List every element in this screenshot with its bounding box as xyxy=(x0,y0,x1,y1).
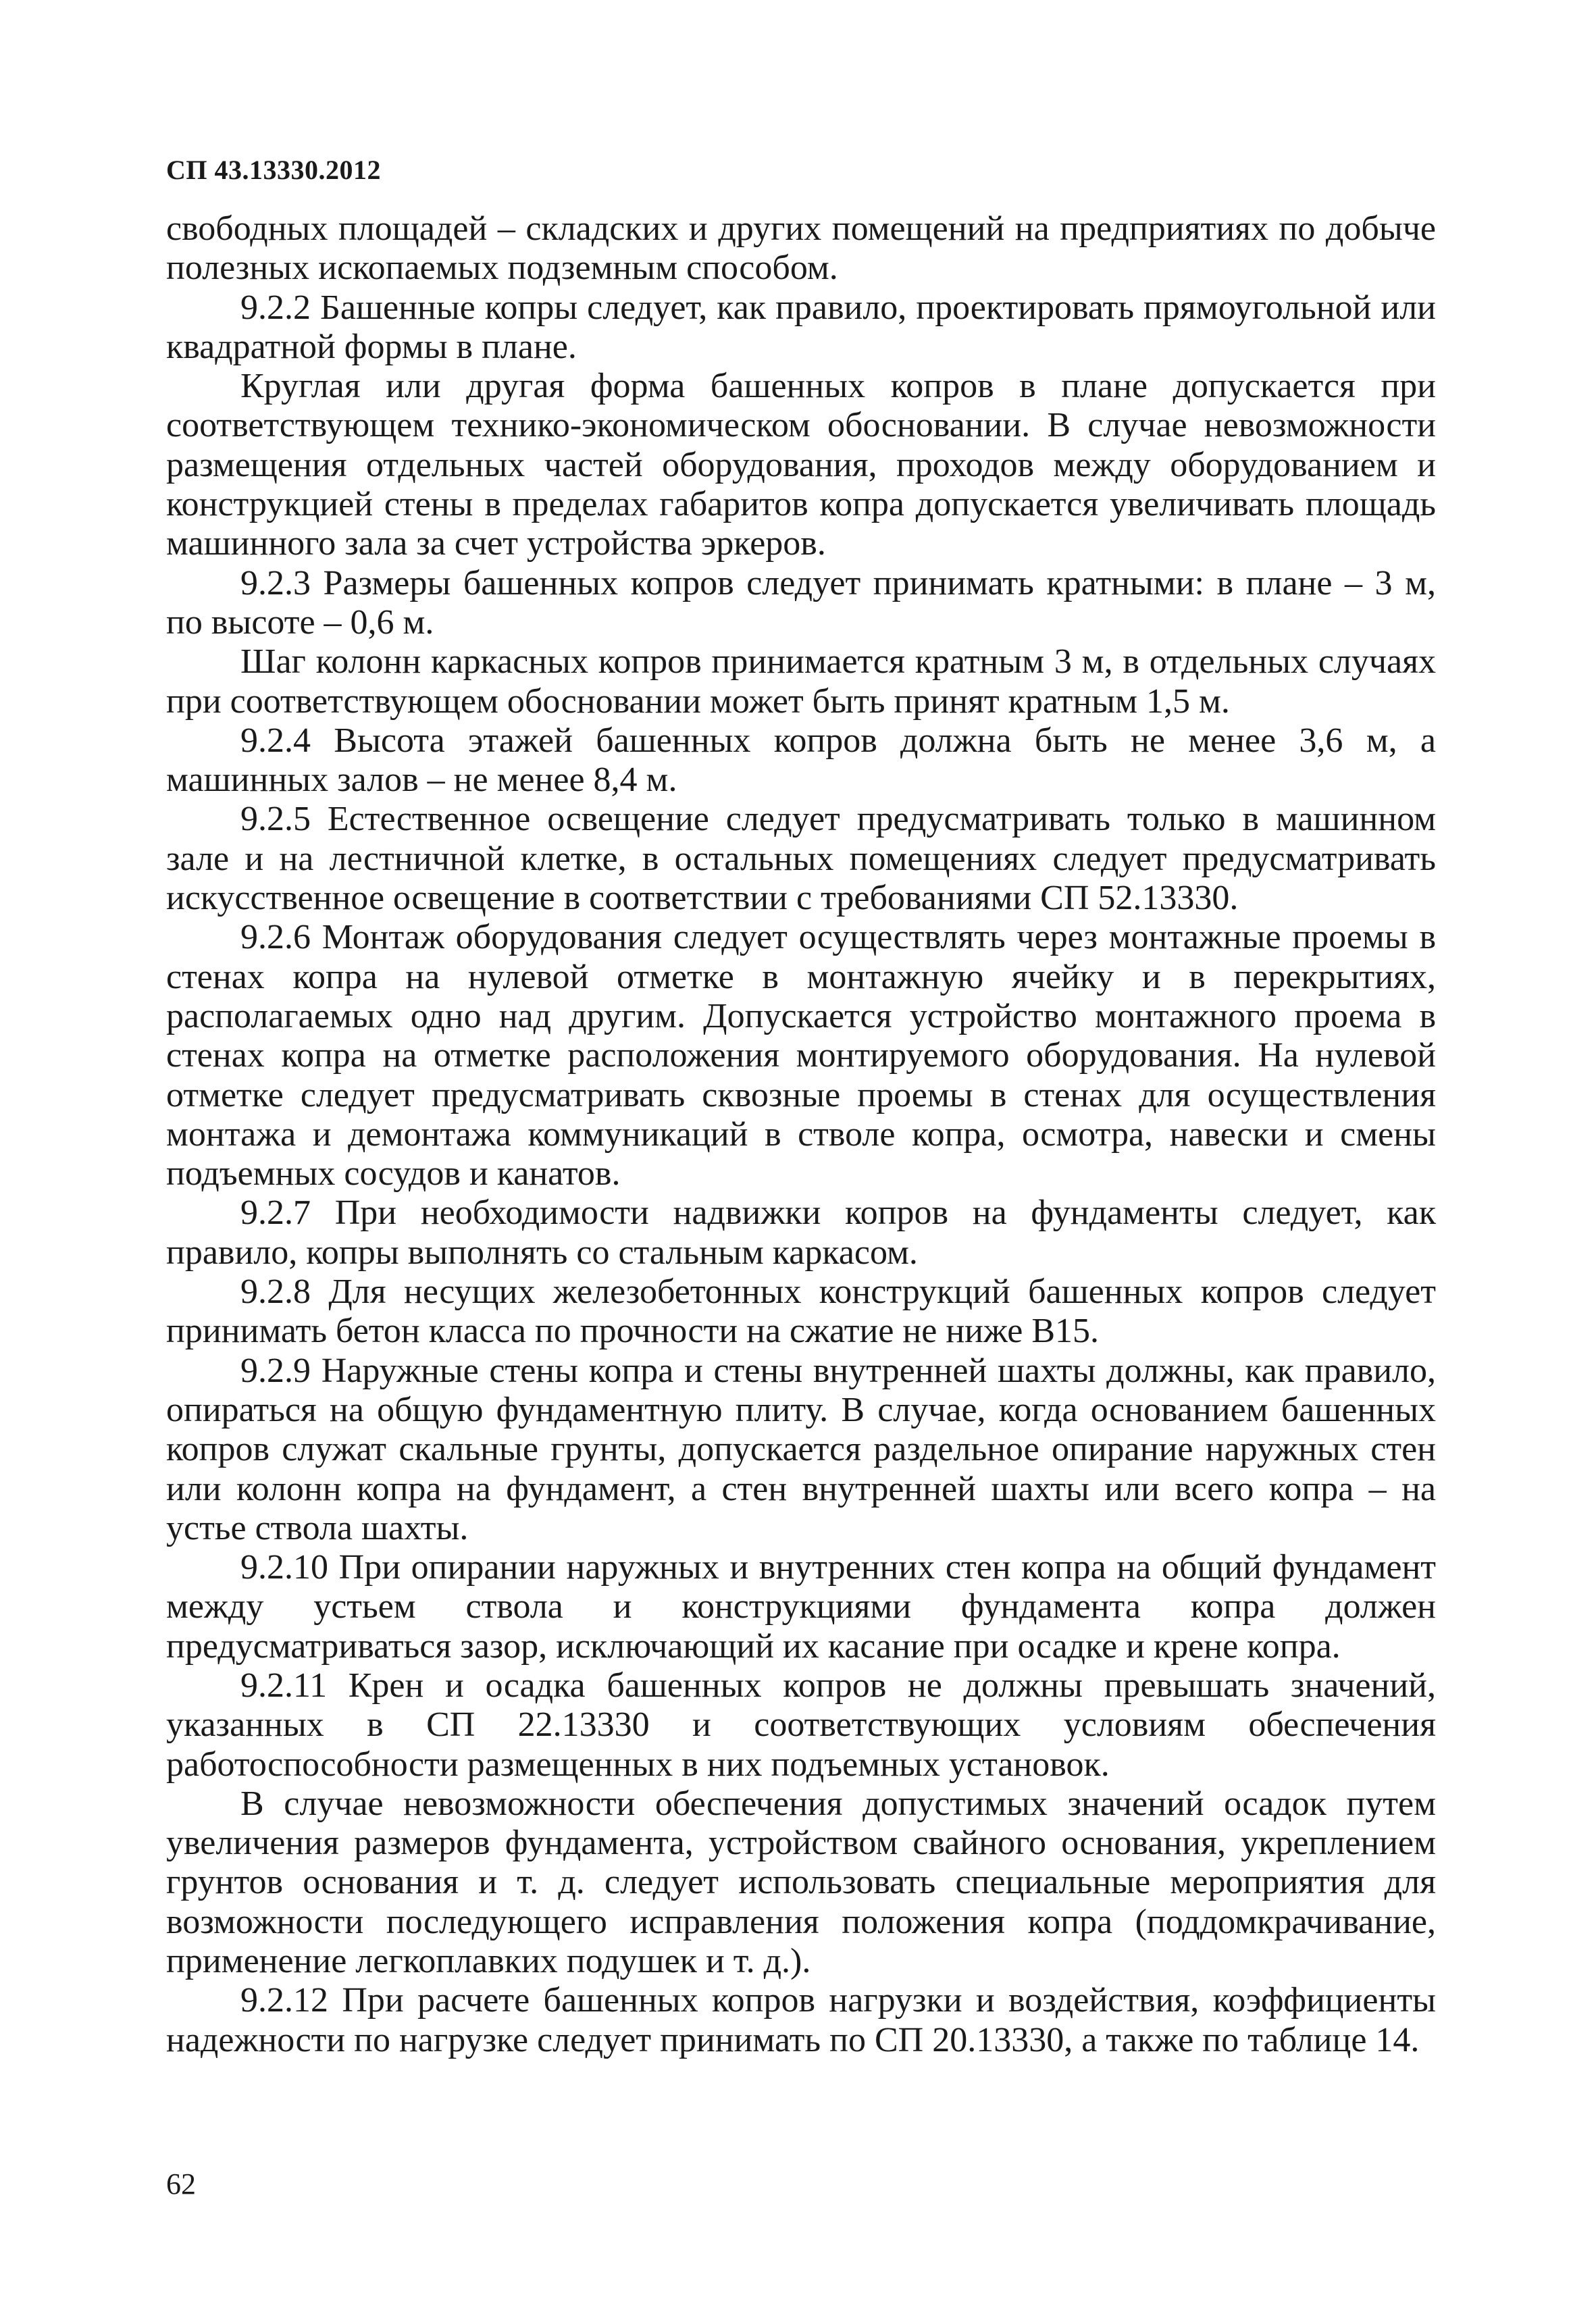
paragraph-9-2-4: 9.2.4 Высота этажей башенных копров должна быть не менее 3,6 м, а машинных залов – не менее 8,4 м. xyxy=(166,721,1436,800)
paragraph-9-2-6: 9.2.6 Монтаж оборудования следует осуществлять через монтажные проемы в стенах копра на нулевой отметке в монтажную ячейку и в перекрытиях, располагаемых одно над другим. Допускается устройство монтажного проема в стенах копра на отметке расположения монтируемого оборудования. На нулевой отметке следует предусматривать сквозные проемы в стенах для осуществления монтажа и демонтажа коммуникаций в стволе копра, осмотра, навески и смены подъемных сосудов и канатов. xyxy=(166,918,1436,1193)
paragraph-column-step: Шаг колонн каркасных копров принимается кратным 3 м, в отдельных случаях при соответствующем обосновании может быть принят кратным 1,5 м. xyxy=(166,642,1436,721)
paragraph-9-2-5: 9.2.5 Естественное освещение следует предусматривать только в машинном зале и на лестничной клетке, в остальных помещениях следует предусматривать искусственное освещение в соответствии с требованиями СП 52.13330. xyxy=(166,800,1436,918)
paragraph-9-2-8: 9.2.8 Для несущих железобетонных конструкций башенных копров следует принимать бетон класса по прочности на сжатие не ниже B15. xyxy=(166,1272,1436,1351)
page-number: 62 xyxy=(166,2167,196,2201)
document-code-header: СП 43.13330.2012 xyxy=(166,155,381,185)
paragraph-round-form: Круглая или другая форма башенных копров в плане допускается при соответствующем технико-экономическом обосновании. В случае невозможности размещения отдельных частей оборудования, проходов между оборудованием и конструкцией стены в пределах габаритов копра допускается увеличивать площадь машинного зала за счет устройства эркеров. xyxy=(166,367,1436,563)
paragraph-9-2-2: 9.2.2 Башенные копры следует, как правило, проектировать прямоугольной или квадратной формы в плане. xyxy=(166,288,1436,366)
document-body xyxy=(166,209,1436,2060)
paragraph-9-2-9: 9.2.9 Наружные стены копра и стены внутренней шахты должны, как правило, опираться на общую фундаментную плиту. В случае, когда основанием башенных копров служат скальные грунты, допускается раздельное опирание наружных стен или колонн копра на фундамент, а стен внутренней шахты или всего копра – на устье ствола шахты. xyxy=(166,1351,1436,1547)
paragraph-9-2-11: 9.2.11 Крен и осадка башенных копров не должны превышать значений, указанных в СП 22.13330 и соответствующих условиям обеспечения работоспособности размещенных в них подъемных установок. xyxy=(166,1666,1436,1784)
paragraph-9-2-7: 9.2.7 При необходимости надвижки копров на фундаменты следует, как правило, копры выполнять со стальным каркасом. xyxy=(166,1193,1436,1272)
paragraph-9-2-12: 9.2.12 При расчете башенных копров нагрузки и воздействия, коэффициенты надежности по нагрузке следует принимать по СП 20.13330, а также по таблице 14. xyxy=(166,1981,1436,2059)
paragraph-9-2-10: 9.2.10 При опирании наружных и внутренних стен копра на общий фундамент между устьем ствола и конструкциями фундамента копра должен предусматриваться зазор, исключающий их касание при осадке и крене копра. xyxy=(166,1548,1436,1666)
paragraph-9-2-3: 9.2.3 Размеры башенных копров следует принимать кратными: в плане – 3 м, по высоте – 0,6 м. xyxy=(166,563,1436,642)
paragraph-continuation: свободных площадей – складских и других помещений на предприятиях по добыче полезных ископаемых подземным способом. xyxy=(166,209,1436,288)
paragraph-settlement-measures: В случае невозможности обеспечения допустимых значений осадок путем увеличения размеров фундамента, устройством свайного основания, укреплением грунтов основания и т. д. следует использовать специальные мероприятия для возможности последующего исправления положения копра (поддомкрачивание, применение легкоплавких подушек и т. д.). xyxy=(166,1784,1436,1981)
